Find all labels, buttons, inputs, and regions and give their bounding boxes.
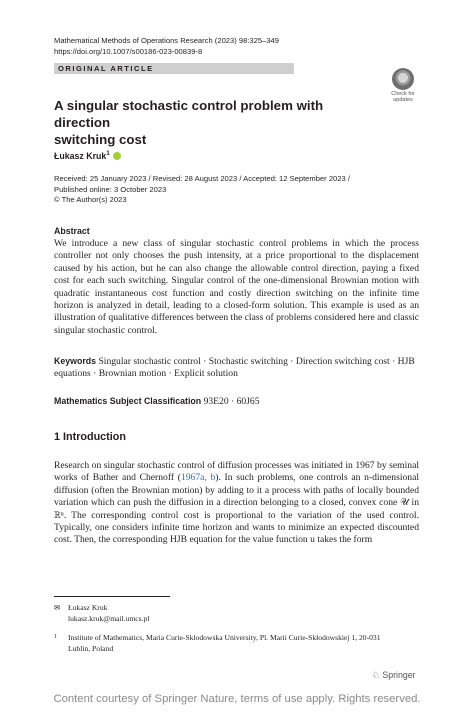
msc-label: Mathematics Subject Classification bbox=[54, 396, 202, 406]
journal-citation: Mathematical Methods of Operations Research (2023) 98:325–349 bbox=[54, 36, 279, 45]
msc-codes: 93E20 · 60J65 bbox=[203, 396, 260, 407]
check-for-updates-badge[interactable] bbox=[386, 68, 420, 102]
contact-name: Łukasz Kruk bbox=[68, 603, 108, 612]
author-affil-marker: 1 bbox=[106, 151, 110, 157]
check-updates-text: Check for updates bbox=[391, 91, 415, 103]
author-name[interactable]: Łukasz Kruk bbox=[54, 150, 107, 161]
courtesy-notice: Content courtesy of Springer Nature, terms of use apply. Rights reserved. bbox=[53, 693, 421, 705]
contact-email[interactable]: lukasz.kruk@mail.umcs.pl bbox=[68, 614, 150, 623]
check-updates-icon bbox=[392, 68, 414, 90]
mail-icon: ✉ bbox=[54, 603, 61, 612]
article-type-bar bbox=[54, 63, 294, 74]
introduction-text: Research on singular stochastic control of diffusion processes was initiated in 1967 by seminal works of Bather and Chernoff (1967a, b). In such problems, one controls an n-dimensional diffusion (often the Brownian motion) by adding to it a process with paths of locally bounded variation which can push the diffusion in a direction belonging to a closed, convex cone 𝒰 in ℝⁿ. The corresponding control cost is proportional to the variation of the used control. Typically, one considers infinite time horizon and wants to minimize an expected discounted cost. Then, the corresponding HJB equation for the value function u takes the form bbox=[54, 460, 420, 546]
correspondence-footnote bbox=[54, 602, 149, 624]
springer-horse-icon: ♘ bbox=[372, 670, 380, 680]
publisher-name: Springer bbox=[382, 670, 416, 680]
introduction-heading: 1 Introduction bbox=[54, 431, 126, 443]
footnote-divider bbox=[54, 596, 170, 597]
doi-link[interactable]: https://doi.org/10.1007/s00186-023-00839-8 bbox=[54, 47, 203, 56]
keywords-label: Keywords bbox=[54, 356, 97, 366]
journal-header bbox=[54, 35, 279, 57]
msc-line bbox=[54, 395, 260, 408]
article-title: A singular stochastic control problem with direction switching cost bbox=[54, 98, 324, 147]
publisher-logo bbox=[372, 670, 416, 681]
affiliation-number: 1 bbox=[54, 634, 57, 640]
orcid-icon[interactable] bbox=[113, 152, 121, 160]
article-type-label: ORIGINAL ARTICLE bbox=[58, 64, 154, 73]
author-line bbox=[54, 148, 121, 162]
abstract-heading: Abstract bbox=[54, 226, 90, 236]
keywords bbox=[54, 355, 419, 381]
copyright-line: © The Author(s) 2023 bbox=[54, 195, 127, 204]
affiliation-text: Institute of Mathematics, Maria Curie-Skłodowska University, Pl. Marii Curie-Skłodowskiej 1, 20-031 Lublin, Poland bbox=[68, 633, 381, 653]
affiliation-footnote bbox=[54, 632, 404, 654]
keywords-text: Singular stochastic control · Stochastic switching · Direction switching cost · HJB equations · Brownian motion · Explicit solution bbox=[54, 356, 415, 380]
publication-dates: Received: 25 January 2023 / Revised: 28 August 2023 / Accepted: 12 September 2023 / Published online: 3 October 2023 © The Author(s) 2023 bbox=[54, 174, 374, 206]
abstract-text: We introduce a new class of singular stochastic control problems in which the process controller not only chooses the push intensity, at a price proportional to the displacement caused by his action, but he can also change the allowable control direction, paying a fixed cost for each such switching. Singular control of the one-dimensional Brownian motion with quadratic instantaneous cost function and costly direction switching on the infinite time horizon is analyzed in detail, leading to a closed-form solution. This example is used as an illustration of qualitative differences between the class of problems considered here and classic singular stochastic control. bbox=[54, 238, 419, 336]
citation-link[interactable]: 1967a, b bbox=[180, 472, 216, 484]
